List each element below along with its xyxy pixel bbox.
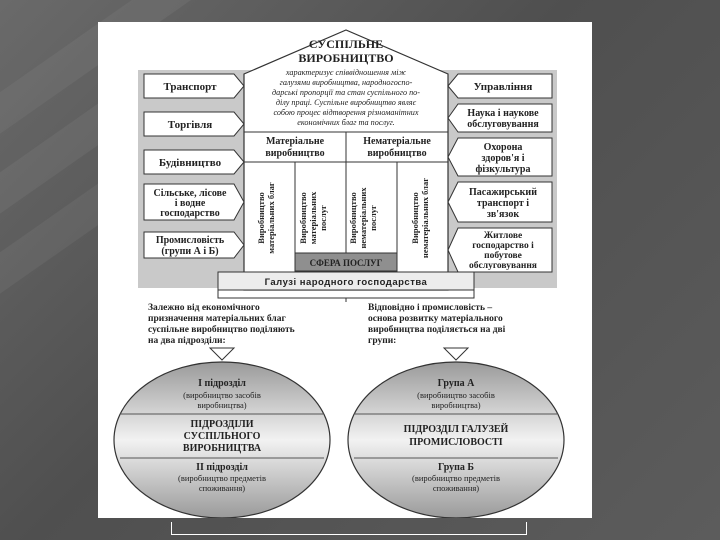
svg-text:виробництва): виробництва) bbox=[197, 400, 247, 410]
svg-text:Група А: Група А bbox=[437, 378, 475, 389]
svg-text:(виробництво засобів: (виробництво засобів bbox=[417, 390, 495, 400]
down-arrow-icon bbox=[210, 348, 234, 360]
svg-text:Промисловість: Промисловість bbox=[155, 235, 225, 246]
svg-text:(виробництво предметів: (виробництво предметів bbox=[178, 473, 266, 483]
left-item bbox=[144, 232, 244, 258]
left-item bbox=[144, 150, 244, 174]
svg-text:господарство: господарство bbox=[160, 208, 220, 219]
svg-text:ІІ підрозділ: ІІ підрозділ bbox=[196, 462, 248, 473]
svg-text:ПІДРОЗДІЛИ: ПІДРОЗДІЛИ bbox=[190, 419, 254, 430]
svg-text:основа розвитку матеріального: основа розвитку матеріального bbox=[368, 314, 503, 324]
right-item bbox=[448, 138, 552, 176]
down-arrow-icon bbox=[444, 348, 468, 360]
left-explanation bbox=[148, 302, 295, 346]
svg-text:Відповідно і промисловість –: Відповідно і промисловість – bbox=[368, 303, 493, 313]
material-production-label: Матеріальне bbox=[265, 136, 325, 147]
svg-text:Виробництво: Виробництво bbox=[256, 192, 266, 244]
svg-text:Наука і наукове: Наука і наукове bbox=[467, 108, 539, 119]
svg-text:групи:: групи: bbox=[368, 336, 397, 346]
svg-text:послуг: послуг bbox=[368, 205, 378, 231]
svg-text:Виробництво: Виробництво bbox=[410, 192, 420, 244]
svg-text:ПРОМИСЛОВОСТІ: ПРОМИСЛОВОСТІ bbox=[409, 437, 503, 448]
left-ellipse bbox=[114, 362, 330, 518]
nonmaterial-production-label: виробництво bbox=[367, 148, 427, 159]
svg-text:господарство і: господарство і bbox=[472, 241, 534, 251]
svg-text:і водне: і водне bbox=[174, 198, 206, 209]
svg-text:(виробництво засобів: (виробництво засобів bbox=[183, 390, 261, 400]
svg-text:Виробництво: Виробництво bbox=[298, 192, 308, 244]
svg-text:І підрозділ: І підрозділ bbox=[198, 378, 246, 389]
svg-text:Залежно від економічного: Залежно від економічного bbox=[148, 303, 260, 313]
slide-image bbox=[98, 22, 592, 518]
svg-text:нематеріальних благ: нематеріальних благ bbox=[420, 177, 430, 259]
svg-text:призначення матеріальних благ: призначення матеріальних благ bbox=[148, 314, 286, 324]
svg-text:Транспорт: Транспорт bbox=[163, 81, 217, 93]
svg-text:СУСПІЛЬНОГО: СУСПІЛЬНОГО bbox=[183, 431, 261, 442]
svg-text:нематеріальних: нематеріальних bbox=[358, 187, 368, 249]
svg-text:(групи А і Б): (групи А і Б) bbox=[161, 246, 219, 257]
svg-text:обслуговування: обслуговування bbox=[469, 261, 537, 271]
svg-text:Торгівля: Торгівля bbox=[167, 119, 213, 131]
nonmaterial-production-label: Нематеріальне bbox=[363, 136, 431, 147]
svg-text:(виробництво предметів: (виробництво предметів bbox=[412, 473, 500, 483]
svg-text:суспільне виробництво поділяют: суспільне виробництво поділяють bbox=[148, 325, 295, 335]
svg-text:дарські пропорції та стан сусп: дарські пропорції та стан суспільного по- bbox=[271, 88, 421, 97]
svg-text:послуг: послуг bbox=[318, 205, 328, 231]
diagram bbox=[98, 22, 592, 518]
svg-text:Виробництво: Виробництво bbox=[348, 192, 358, 244]
svg-text:виробництва): виробництва) bbox=[431, 400, 481, 410]
svg-text:собою процес відтворення різно: собою процес відтворення різноманітних bbox=[273, 108, 419, 117]
roof-title-line: СУСПІЛЬНЕ bbox=[308, 37, 384, 51]
left-item bbox=[144, 74, 244, 98]
svg-text:галузями виробництва, народног: галузями виробництва, народногоспо- bbox=[279, 78, 413, 87]
svg-text:ПІДРОЗДІЛ ГАЛУЗЕЙ: ПІДРОЗДІЛ ГАЛУЗЕЙ bbox=[403, 424, 509, 435]
right-item bbox=[448, 104, 552, 132]
column-material-goods bbox=[256, 182, 276, 254]
services-sphere-label: СФЕРА ПОСЛУГ bbox=[309, 258, 383, 268]
svg-text:Охорона: Охорона bbox=[483, 142, 523, 153]
svg-text:Управління: Управління bbox=[473, 81, 533, 93]
svg-text:Група Б: Група Б bbox=[437, 462, 475, 473]
svg-text:здоров'я і: здоров'я і bbox=[481, 153, 525, 164]
svg-text:ВИРОБНИЦТВА: ВИРОБНИЦТВА bbox=[182, 443, 262, 454]
svg-text:виробництва поділяється на дві: виробництва поділяється на дві bbox=[368, 325, 506, 335]
material-production-label: виробництво bbox=[265, 148, 325, 159]
svg-text:побутове: побутове bbox=[484, 251, 522, 261]
svg-text:Сільське, лісове: Сільське, лісове bbox=[153, 188, 227, 199]
svg-text:фізкультура: фізкультура bbox=[475, 164, 531, 175]
right-item bbox=[448, 228, 552, 272]
right-ellipse bbox=[348, 362, 564, 518]
svg-text:матеріальних: матеріальних bbox=[308, 191, 318, 245]
bottom-bracket bbox=[171, 522, 527, 535]
svg-text:матеріальних благ: матеріальних благ bbox=[266, 182, 276, 254]
svg-text:обслуговування: обслуговування bbox=[467, 119, 539, 130]
left-item bbox=[144, 112, 244, 136]
svg-text:характеризує співвідношення мі: характеризує співвідношення між bbox=[285, 68, 407, 77]
right-explanation bbox=[368, 302, 506, 346]
svg-text:Житлове: Житлове bbox=[483, 231, 523, 241]
left-item bbox=[144, 184, 244, 220]
base-label: Галузі народного господарства bbox=[264, 277, 428, 288]
roof-title-line: ВИРОБНИЦТВО bbox=[298, 51, 394, 65]
svg-text:ділу праці. Суспільне виробниц: ділу праці. Суспільне виробництво являє bbox=[275, 98, 417, 107]
svg-text:економічних благ та послуг.: економічних благ та послуг. bbox=[297, 118, 395, 127]
svg-text:споживання): споживання) bbox=[198, 483, 246, 493]
svg-text:транспорт і: транспорт і bbox=[476, 198, 530, 209]
svg-text:на два підрозділи:: на два підрозділи: bbox=[148, 336, 226, 346]
right-item bbox=[448, 182, 552, 222]
svg-text:зв'язок: зв'язок bbox=[486, 209, 520, 220]
right-item bbox=[448, 74, 552, 98]
svg-text:споживання): споживання) bbox=[432, 483, 480, 493]
svg-text:Будівництво: Будівництво bbox=[158, 157, 222, 169]
svg-text:Пасажирський: Пасажирський bbox=[469, 187, 537, 198]
